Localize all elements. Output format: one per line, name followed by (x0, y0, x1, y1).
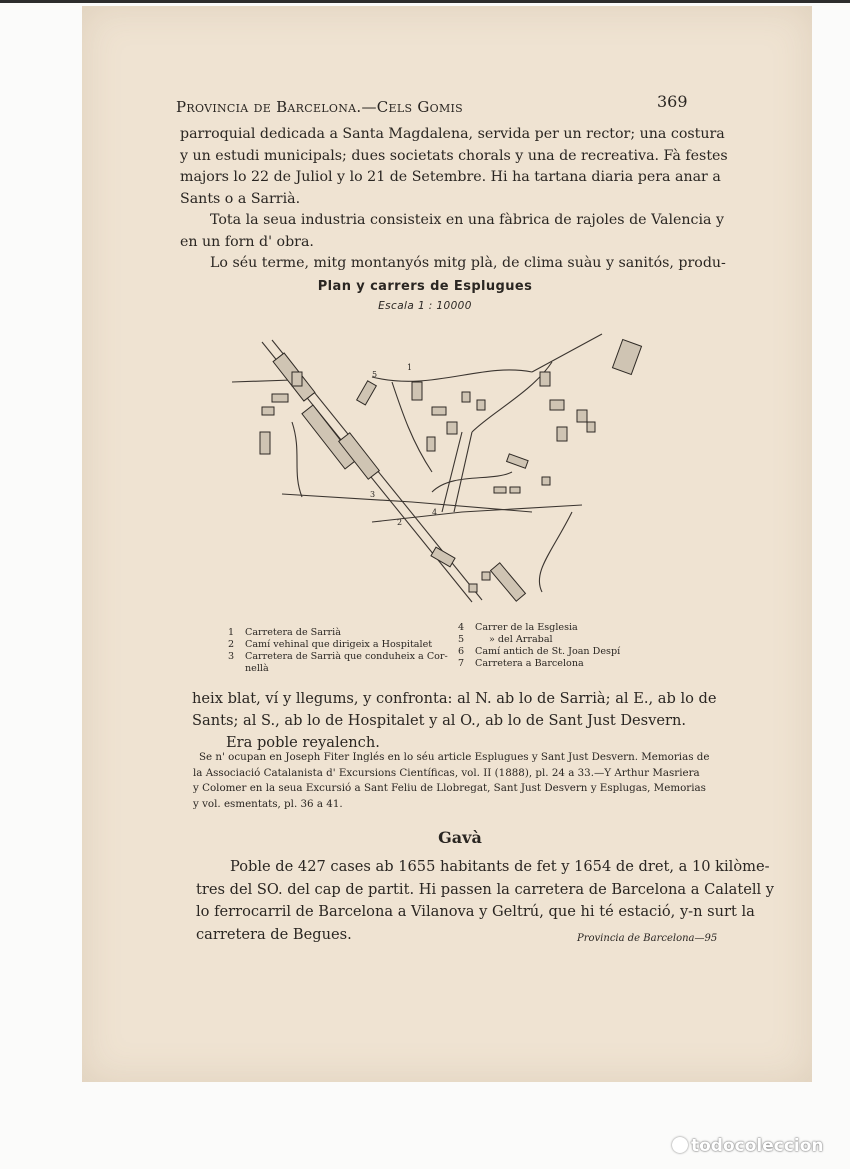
legend-row: 3 Carretera de Sarrià que conduheix a Cor- (228, 651, 448, 662)
building-small (542, 477, 550, 485)
legend-row: nellà (245, 663, 269, 674)
map-legend-right (458, 622, 620, 670)
building-small (540, 372, 550, 386)
map-label: 4 (432, 508, 438, 517)
text-line: Lo séu terme, mitg montanyós mitg plà, de clima suàu y sanitós, produ- (210, 255, 726, 271)
building-small (431, 547, 455, 567)
building-small (272, 394, 288, 402)
text-line: Sants o a Sarrià. (180, 190, 301, 207)
text-line: carretera de Begues. (196, 925, 352, 943)
building-small (557, 427, 567, 441)
road-northeast (532, 334, 602, 372)
building-small (494, 487, 506, 493)
plate-label: Provincia de Barcelona—95 (577, 933, 718, 944)
legend-row: 5 » del Arrabal (458, 634, 553, 645)
road-4 (442, 432, 462, 512)
map-label: 2 (397, 518, 403, 527)
road-4-edge (454, 432, 472, 512)
legend-row: 2 Camí vehinal que dirigeix a Hospitalet (228, 639, 433, 650)
intro-paragraph (180, 124, 728, 275)
building-small (462, 392, 470, 402)
map-scale: Escala 1 : 10000 (378, 300, 472, 312)
text-line: Sants; al S., ab lo de Hospitalet y al O., ab lo de Sant Just Desvern. (192, 712, 687, 729)
building-small (587, 422, 595, 432)
esplugues-street-map (232, 322, 652, 622)
building-small (482, 572, 490, 580)
building-small (292, 372, 302, 386)
legend-row: 4 Carrer de la Esglesia (458, 622, 578, 633)
stream (539, 512, 572, 592)
boundaries-paragraph (192, 688, 717, 754)
map-label: 3 (370, 490, 376, 499)
text-line: heix blat, ví y llegums, y confronta: al N. ab lo de Sarrià; al E., ab lo de (192, 690, 717, 707)
page-number: 369 (657, 92, 688, 111)
legend-row: 1 Carretera de Sarrià (228, 627, 341, 638)
text-line: Tota la seua industria consisteix en una fàbrica de rajoles de Valencia y (210, 212, 725, 228)
building-small (577, 410, 587, 422)
building-small (550, 400, 564, 410)
building-large (612, 339, 641, 374)
building-small (412, 382, 422, 400)
map-label: 1 (407, 363, 413, 372)
text-line: y un estudi municipals; dues societats chorals y una de recreativa. Fà festes (180, 147, 728, 164)
building-small (469, 584, 477, 592)
text-line: tres del SO. del cap de partit. Hi passen la carretera de Barcelona a Calatell y (196, 880, 775, 898)
building-small (357, 381, 377, 405)
map-title: Plan y carrers de Esplugues (317, 279, 533, 294)
building-small (510, 487, 520, 493)
building-small (477, 400, 485, 410)
lane-west (292, 422, 302, 497)
map-label: 5 (372, 370, 378, 379)
building-small (427, 437, 435, 451)
watermark-logo-icon (672, 1137, 688, 1153)
text-line: majors lo 22 de Juliol y lo 21 de Setembre. Hi ha tartana diaria pera anar a (180, 169, 721, 185)
road-north (372, 370, 532, 381)
map-legend-left (228, 627, 448, 675)
text-line: en un forn d' obra. (180, 233, 314, 250)
text-line: Poble de 427 cases ab 1655 habitants de fet y 1654 de dret, a 10 kilòme- (230, 858, 770, 875)
legend-row: 6 Camí antich de St. Joan Despí (458, 646, 621, 657)
footnote (193, 750, 715, 812)
building-small (262, 407, 274, 415)
text-line: lo ferrocarril de Barcelona a Vilanova y Geltrú, que hi té estació, y-n surt la (196, 903, 755, 920)
running-head: Provincia de Barcelona.—Cels Gomis (176, 98, 464, 116)
building-block (491, 563, 526, 601)
building-small (447, 422, 457, 434)
text-line: y Colomer en la seua Excursió a Sant Feliu de Llobregat, Sant Just Desvern y Esplugas, Memorias (193, 782, 706, 794)
text-line: parroquial dedicada a Santa Magdalena, servida per un rector; una costura (180, 126, 725, 142)
section-title: Gavà (438, 828, 482, 847)
road-3 (282, 494, 532, 512)
road-west (232, 380, 292, 382)
building-small (432, 407, 446, 415)
text-line: la Associació Catalanista d' Excursions Científicas, vol. II (1888), pl. 24 a 33.—Y Arthur Masriera (193, 766, 700, 779)
text-line: Se n' ocupan en Joseph Fiter Inglés en lo séu article Esplugues y Sant Just Desvern. Memorias de (199, 751, 710, 763)
legend-row: 7 Carretera a Barcelona (458, 658, 584, 669)
watermark: todocoleccion (672, 1136, 824, 1156)
text-line: Era poble reyalench. (226, 734, 380, 751)
building-small (260, 432, 270, 454)
top-border-line (0, 0, 850, 3)
building-small (507, 454, 529, 468)
text-line: y vol. esmentats, pl. 36 a 41. (193, 797, 343, 810)
